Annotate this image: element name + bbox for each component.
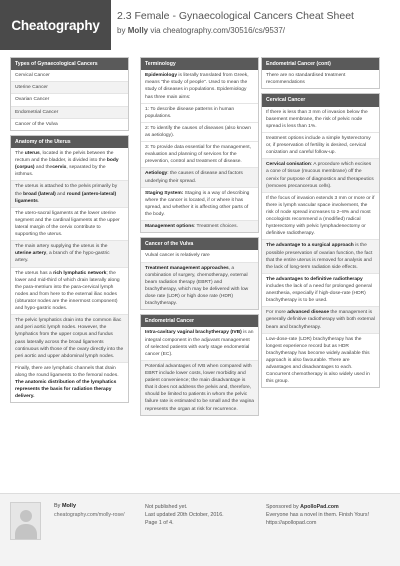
by-label: by xyxy=(117,26,126,35)
sponsor-line: Sponsored by ApolloPad.com xyxy=(266,504,339,510)
page-footer xyxy=(0,493,400,566)
column-3 xyxy=(261,57,380,392)
anatomy-para-1: The uterus, located in the pelvis between the rectum and the bladder, is divided into the body (corpus) and thecervix, separated by the isthmus. xyxy=(11,148,128,181)
avatar-body-shape xyxy=(15,524,37,540)
cervical-para-1: If there is less than 3 mm of invasion below the basement membrane, the risk of pelvic node spread is less than 1%. xyxy=(262,107,379,133)
cervical-para-5: The advantage to a surgical approach is the possible preservation of ovarian function, the fact that the entire uterus is removed for analysis and the lack of long-term radiation side effects. xyxy=(262,240,379,273)
vulva-title: Cancer of the Vulva xyxy=(141,238,258,250)
endometrial-cont-title: Endometrial Cancer (cont) xyxy=(262,58,379,70)
endometrial-para-1: Intra-cavitary vaginal brachytherapy (IVB) is an integral component in the adjuvant management of selected patients with early stage endometrial cancer (EC). xyxy=(141,327,258,360)
terminology-title: Terminology xyxy=(141,58,258,70)
footer-meta xyxy=(145,503,224,528)
anatomy-title: Anatomy of the Uterus xyxy=(11,136,128,148)
list-item: Cervical Cancer xyxy=(11,70,128,82)
footer-author: By Molly xyxy=(54,503,77,509)
list-item: Cancer of the Vulva xyxy=(15,121,58,127)
published-status: Not published yet. xyxy=(145,504,188,510)
anatomy-para-4: The main artery supplying the uterus is the uterine artery, a branch of the hypo-gastric artery. xyxy=(11,241,128,267)
terminology-para-1: Epidemiology is literally translated from Greek, means "the study of people". Used to mean the study of diseases in populations. Epidemiology has three main aims: xyxy=(141,70,258,103)
terminology-aetiology: Aetiology: the causes of disease and factors underlying their spread. xyxy=(141,168,258,187)
page-subtitle xyxy=(117,26,285,35)
anatomy-para-3: The utero-sacral ligaments at the lower uterine segment and the cardinal ligaments at the upper lateral margin of the cervix contribute to supporting the uterus. xyxy=(11,208,128,241)
list-item: Endometrial Cancer xyxy=(11,107,128,119)
sponsor-tagline: Everyone has a novel in them. Finish Yours! xyxy=(266,512,370,519)
anatomy-para-6: The pelvic lymphatics drain into the common iliac and peri aortic lymph nodes. However, the lymphatics from the upper corpus and fundus pass laterally across the broad ligaments continuous with those of the ovary directly into the peri aortic and upper abdominal lymph nodes. xyxy=(11,315,128,363)
anatomy-para-2: The uterus is attached to the pelvis primarily by the broad (lateral) and round (antero-lateral) ligaments. xyxy=(11,181,128,207)
endometrial-title: Endometrial Cancer xyxy=(141,315,258,327)
terminology-aim-1: 1: To describe disease patterns in human populations. xyxy=(141,104,258,123)
terminology-aim-3: 3: To provide data essential for the management, evaluation and planning of services for the prevention, control and treatment of disease. xyxy=(141,142,258,168)
terminology-staging: Staging System: Staging is a way of describing where the cancer is located, if or where it has spread, and whether it is affecting other parts of the body. xyxy=(141,188,258,221)
page-header xyxy=(0,0,400,50)
anatomy-para-5: The uterus has a rich lymphatic network; the lower and mid-third of which drain laterally along the para-metrium into the para-cervical lymph nodes and from here to the external iliac nodes (obturator nodes are the innermost component) and hypo-gastric nodes. xyxy=(11,268,128,316)
last-updated: Last updated 20th October, 2016. xyxy=(145,512,224,519)
cervical-para-8: Low-dose-rate (LDR) brachytherapy has the longest experience record but as HDR brachytherapy has become widely available this approach is also favourable. There are advantages and disadvantages to each. Concurrent chemotherapy is also widely used in this group. xyxy=(266,336,370,385)
vulva-para-1: Vulval cancer is relatively rare xyxy=(141,250,258,262)
vulva-para-2: Treatment management approaches, a combination of surgery, chemotherapy, external beam radiation therapy (EBRT) and brachytherapy, which may be delivered with low dose rate (LDR) or high dose rate (HDR) brachytherapy. xyxy=(141,263,258,310)
endometrial-para-2: Potential advantages of IVB when compared with EBRT include lower costs, lower morbidity and patient convenience; the main disadvantage is that it does not address the pelvis and, therefore, should be limited to patients in whom the pelvic failure rate is estimated to be small and the vagina represents the organ at risk for recurrence. xyxy=(141,361,258,415)
column-1 xyxy=(10,57,129,407)
cervical-title: Cervical Cancer xyxy=(262,94,379,106)
list-item: Uterine Cancer xyxy=(11,82,128,94)
page-title: 2.3 Female - Gynaecological Cancers Cheat Sheet xyxy=(117,10,354,22)
cervical-para-3: Cervical conisation: A procedure which excises a cone of tissue (mucous membrane) off the cervix for purpose of diagnostics and therapeutics (removes precancerous cells). xyxy=(262,159,379,192)
page-number: Page 1 of 4. xyxy=(145,520,174,527)
sponsor-link[interactable]: ApolloPad.com xyxy=(300,504,339,510)
endometrial-cont-para: There are no standardised treatment recommendations xyxy=(266,73,346,86)
types-title: Types of Gynaecological Cancers xyxy=(11,58,128,70)
terminology-aim-2: 2: To identify the causes of diseases (also known as aetiology). xyxy=(141,123,258,142)
endometrial-box xyxy=(140,314,259,415)
vulva-box xyxy=(140,237,259,310)
cervical-box xyxy=(261,93,380,388)
terminology-box xyxy=(140,57,259,233)
types-box xyxy=(10,57,129,131)
anatomy-box xyxy=(10,135,129,404)
footer-author-name[interactable]: Molly xyxy=(61,503,77,509)
cervical-para-7: For more advanced disease the management is generally definitive radiotherapy with both external beam and brachytherapy. xyxy=(262,307,379,333)
avatar[interactable] xyxy=(10,502,41,540)
logo-text: Cheatography xyxy=(11,17,100,33)
sheet-url[interactable]: cheatography.com/30516/cs/9537/ xyxy=(162,26,285,35)
via-label: via xyxy=(150,26,161,35)
endometrial-cont-box xyxy=(261,57,380,89)
list-item: Ovarian Cancer xyxy=(11,94,128,106)
author-link[interactable]: Molly xyxy=(127,26,149,35)
footer-sponsor xyxy=(266,503,369,528)
anatomy-para-7: Finally, there are lymphatic channels that drain along the round ligaments to the femoral nodes. The anatomic distribution of the lymphatics represents the basis for radiation therapy delivery. xyxy=(15,365,119,400)
footer-author-link[interactable]: cheatography.com/molly-rose/ xyxy=(54,512,125,518)
column-2 xyxy=(140,57,259,420)
terminology-management: Management options: Treatment choices. xyxy=(141,221,258,232)
sponsor-url[interactable]: https://apollopad.com xyxy=(266,520,317,527)
cervical-para-6: The advantages to definitive radiotherapy includes the lack of a need for prolonged general anesthesia, especially if high-dose-rate (HDR) brachytherapy is to be used. xyxy=(262,274,379,307)
cervical-para-4: If the focus of invasion extends 3 mm or more or if there is lymph vascular space involvement, the risk of node spread increases to 2–8% and most oncologists recommend a (modified) radical hysterectomy with pelvic lymphadenectomy or definitive radiotherapy. xyxy=(262,193,379,241)
cheatography-logo[interactable] xyxy=(0,0,111,50)
cervical-para-2: treatment options include a simple hysterectomy or, if preservation of fertility is desired, cervical conization and careful follow-up. xyxy=(262,133,379,159)
avatar-head-shape xyxy=(20,510,32,522)
